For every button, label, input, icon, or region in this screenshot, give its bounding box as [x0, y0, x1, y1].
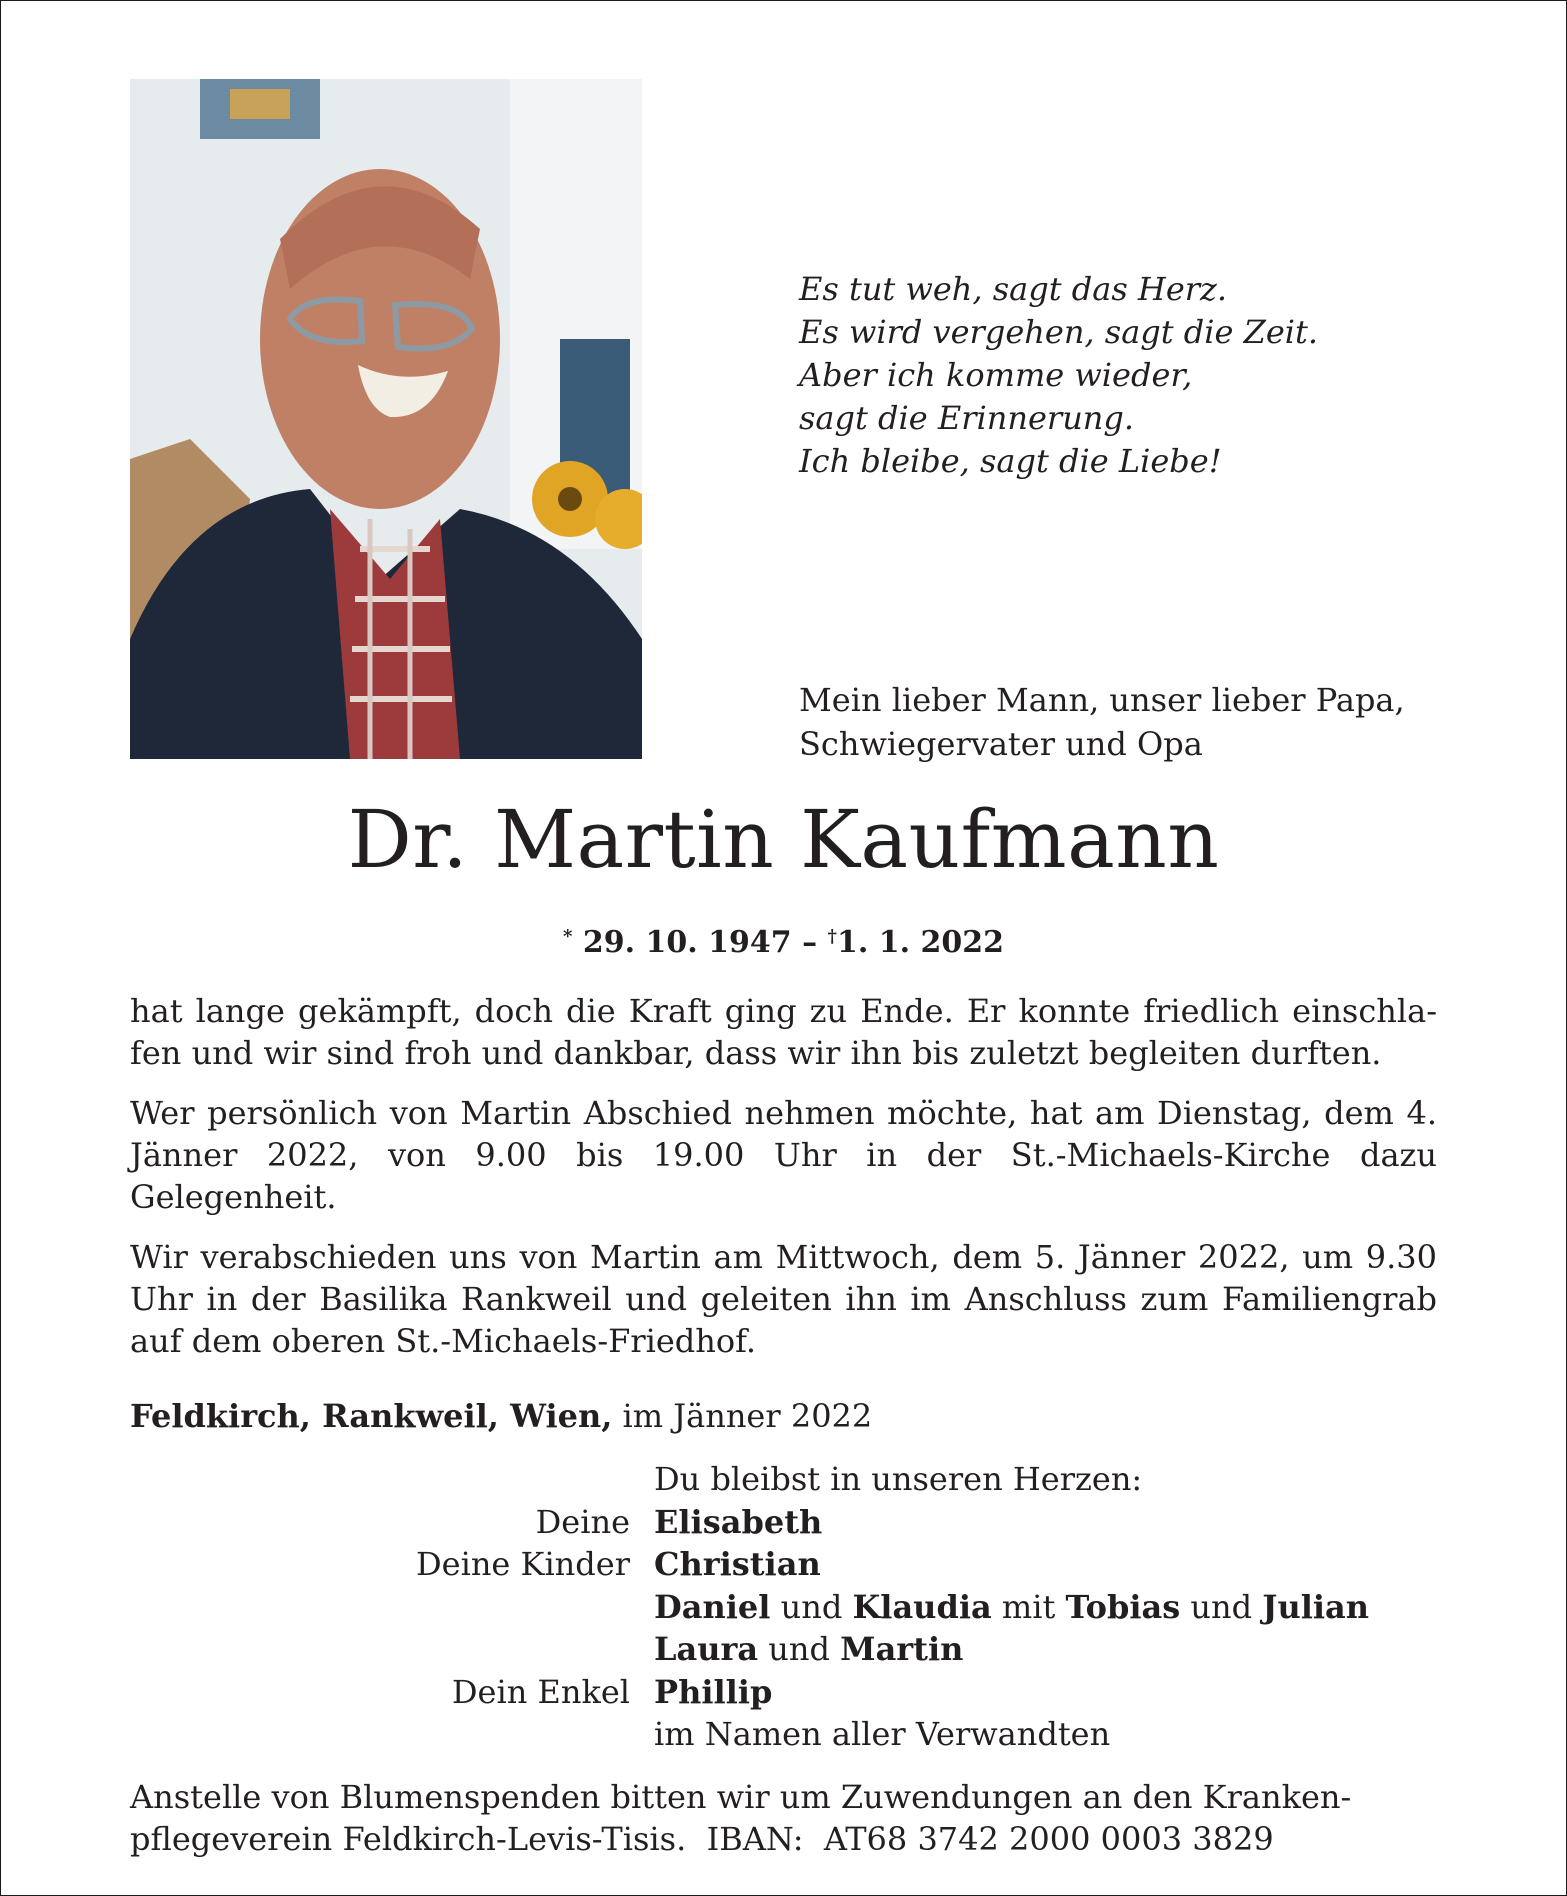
mourner-label: Dein Enkel: [451, 1672, 630, 1711]
place-cities: Feldkirch, Rankweil, Wien,: [130, 1397, 613, 1435]
mourner-name: Elisabeth: [654, 1502, 823, 1541]
body-paragraph: hat lange gekämpft, doch die Kraft ging zu Ende. Er konnte friedlich einschla-fen und wir sind froh und dankbar, dass wir ihn bis zuletzt begleiten durften.: [130, 992, 1437, 1072]
mourner-name: Daniel: [654, 1587, 771, 1626]
mourner-name: Christian: [654, 1545, 821, 1583]
portrait-photo: [130, 79, 642, 759]
poem-line: sagt die Erinnerung.: [799, 399, 1135, 437]
mourner-label: Deine: [535, 1502, 630, 1541]
poem-line: Ich bleibe, sagt die Liebe!: [799, 442, 1222, 480]
death-symbol: †: [827, 926, 837, 947]
connector-word: mit: [1001, 1587, 1056, 1626]
donation-note: [130, 1776, 1437, 1860]
life-dates: [0, 917, 1567, 963]
date-separator: –: [802, 925, 818, 960]
intro-line: Schwiegervater und Opa: [799, 725, 1203, 763]
donation-line: pflegeverein Feldkirch-Levis-Tisis. IBAN: AT68 3742 2000 0003 3829: [130, 1820, 1274, 1858]
donation-line: Anstelle von Blumenspenden bitten wir um Zuwendungen an den Kranken-: [130, 1778, 1352, 1816]
poem-line: Es wird vergehen, sagt die Zeit.: [799, 313, 1319, 351]
connector-word: und: [768, 1630, 830, 1668]
mourner-label: Deine Kinder: [415, 1545, 630, 1583]
body-paragraph: Wer persönlich von Martin Abschied nehmen möchte, hat am Dienstag, dem 4. Jänner 2022, von 9.00 bis 19.00 Uhr in der St.-Michaels-Kirche dazu Gelegenheit.: [130, 1094, 1437, 1216]
mourner-name: Julian: [1262, 1587, 1370, 1626]
mourner-name: Laura: [654, 1630, 759, 1668]
mourners-list: [130, 1458, 1450, 1756]
mourners-heading: Du bleibst in unseren Herzen:: [654, 1460, 1143, 1498]
poem: [799, 268, 1439, 483]
mourner-name: Tobias: [1065, 1587, 1181, 1626]
connector-word: und: [1190, 1587, 1253, 1626]
intro-line: Mein lieber Mann, unser lieber Papa,: [799, 681, 1405, 719]
relatives-line: im Namen aller Verwandten: [654, 1715, 1111, 1753]
mourner-name: Phillip: [654, 1672, 773, 1711]
connector-word: und: [780, 1587, 843, 1626]
mourner-name: Martin: [840, 1630, 964, 1668]
mourner-name: Klaudia: [852, 1587, 992, 1626]
notice-date: im Jänner 2022: [622, 1397, 873, 1435]
deceased-name: Dr. Martin Kaufmann: [347, 793, 1220, 886]
birth-symbol: *: [562, 926, 573, 947]
death-date: 1. 1. 2022: [836, 925, 1004, 960]
intro-text: [799, 678, 1519, 766]
poem-line: Aber ich komme wieder,: [799, 356, 1193, 394]
birth-date: 29. 10. 1947: [582, 925, 792, 960]
body-text: [130, 990, 1437, 1380]
body-paragraph: Wir verabschieden uns von Martin am Mittwoch, dem 5. Jänner 2022, um 9.30 Uhr in der Basilika Rankweil und geleiten ihn im Anschluss zum Familiengrab auf dem oberen St.-Michaels-Friedhof.: [130, 1238, 1437, 1360]
place-and-date: [130, 1395, 872, 1437]
poem-line: Es tut weh, sagt das Herz.: [799, 270, 1228, 308]
